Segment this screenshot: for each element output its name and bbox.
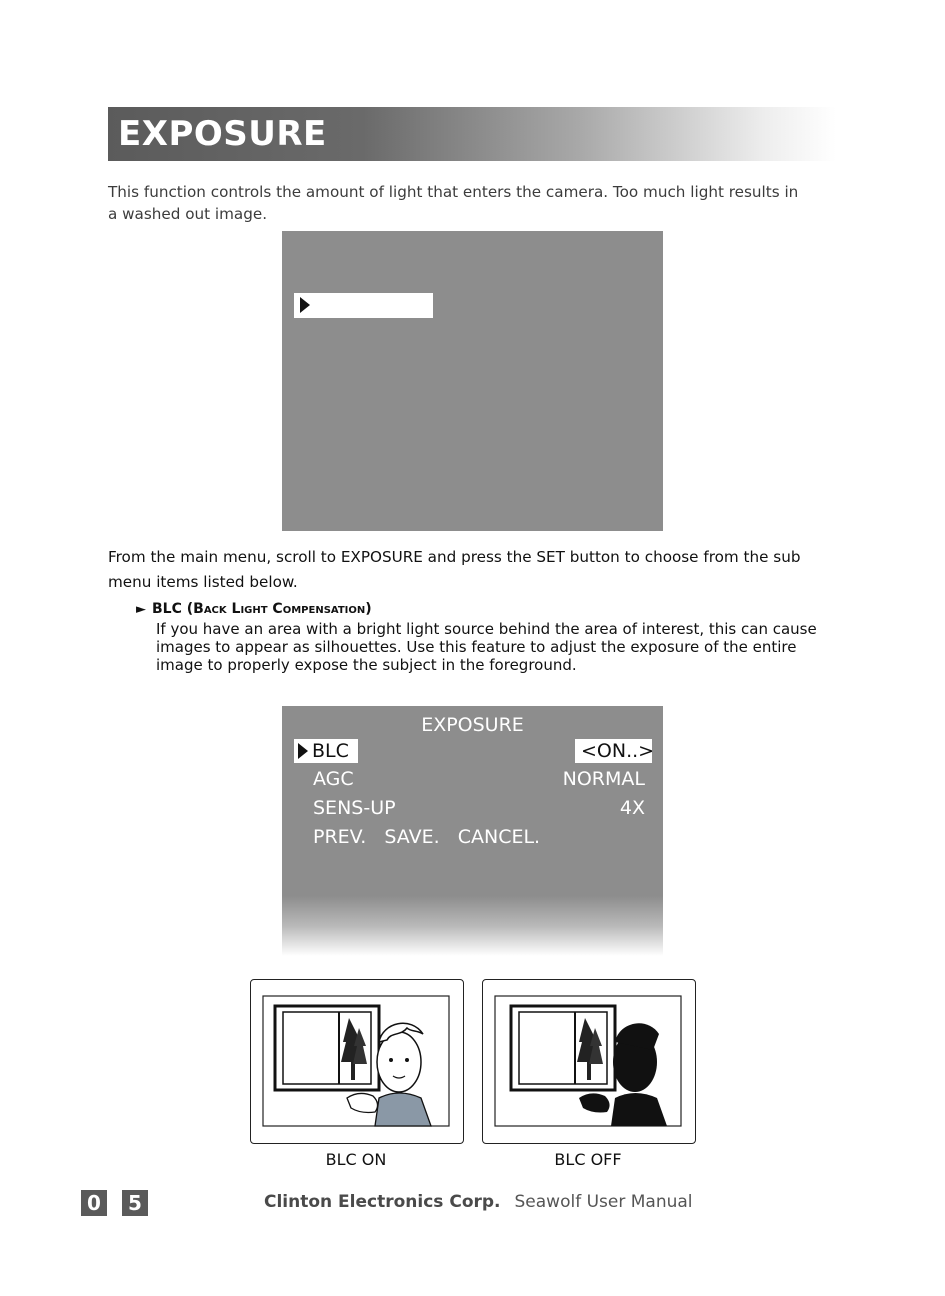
menu-footer-options[interactable]: PREV. SAVE. CANCEL. [313, 826, 541, 848]
menu-item-blc-value[interactable] [575, 739, 655, 763]
main-menu-screen [282, 231, 663, 531]
menu-item-sens-up-value[interactable]: 4X [619, 797, 645, 819]
bullet-arrow-icon: ► [136, 602, 146, 617]
blc-on-caption: BLC ON [325, 1150, 387, 1169]
menu-item-blc-label: BLC [312, 740, 349, 762]
blc-description: If you have an area with a bright light source behind the area of interest, this can cause images to appear as silhouettes. Use this feature to adjust the exposure of the entire image to properly expose the subject in the foreground. [156, 620, 817, 674]
blc-off-illustration [482, 979, 696, 1144]
page-number-digit-1: 0 [81, 1190, 107, 1216]
blc-heading [136, 601, 372, 617]
section-title: EXPOSURE [118, 114, 327, 154]
page-number-digit-2: 5 [122, 1190, 148, 1216]
menu-item-blc[interactable] [294, 739, 358, 763]
menu-item-agc[interactable]: AGC [313, 768, 354, 790]
footer-manual: Seawolf User Manual [514, 1192, 693, 1212]
selection-arrow-icon [298, 743, 308, 759]
menu-selection-bar [294, 293, 433, 318]
menu-item-sens-up[interactable]: SENS-UP [313, 797, 396, 819]
blc-off-caption: BLC OFF [554, 1150, 622, 1169]
exposure-menu-screen [282, 706, 663, 956]
section-header-bar [108, 107, 836, 161]
footer-company: Clinton Electronics Corp. [264, 1192, 501, 1212]
exposure-menu-title: EXPOSURE [421, 714, 524, 736]
page-footer [264, 1192, 693, 1212]
menu-item-agc-value[interactable]: NORMAL [562, 768, 645, 790]
intro-paragraph: This function controls the amount of light that enters the camera. Too much light results in a washed out image. [108, 183, 799, 223]
instruction-paragraph: From the main menu, scroll to EXPOSURE and press the SET button to choose from the sub menu items listed below. [108, 548, 801, 591]
selection-arrow-icon [300, 297, 310, 313]
menu-item-blc-value-text: <ON..> [581, 740, 655, 762]
blc-on-illustration [250, 979, 464, 1144]
blc-heading-full: (Back Light Compensation) [186, 601, 372, 617]
blc-heading-abbr: BLC [152, 601, 182, 617]
